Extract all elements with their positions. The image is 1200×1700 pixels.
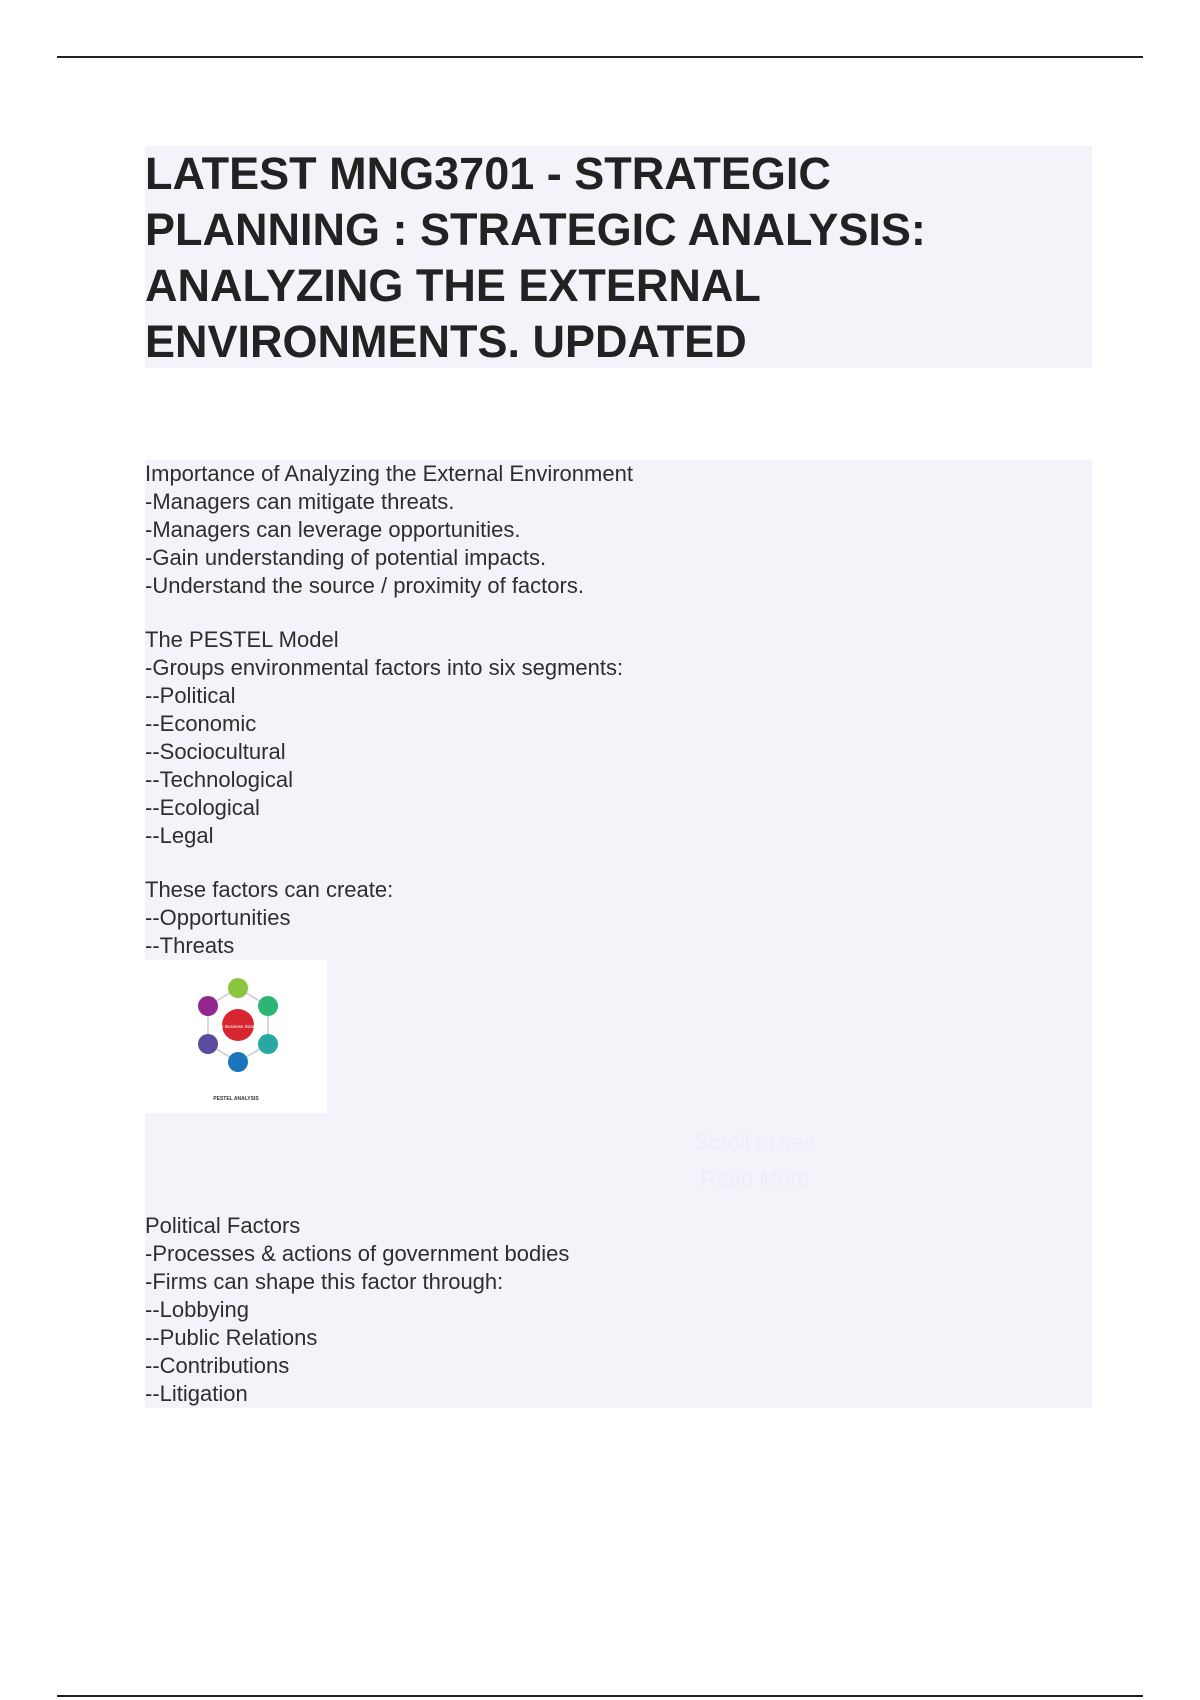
section-heading: The PESTEL Model: [145, 627, 339, 652]
section-heading: These factors can create:: [145, 877, 394, 902]
diagram-center-label: Your Business Strategy: [214, 1024, 262, 1029]
pestel-diagram: [145, 960, 327, 1113]
list-item: -Firms can shape this factor through:: [145, 1269, 504, 1294]
diagram-node-political: [228, 978, 248, 998]
watermark-line: Scroll to see: [694, 1130, 816, 1155]
list-item: -Gain understanding of potential impacts.: [145, 545, 547, 570]
list-item: --Sociocultural: [145, 739, 286, 764]
diagram-node-social: [258, 1034, 278, 1054]
list-item: --Economic: [145, 711, 257, 736]
pestel-diagram-image: [145, 960, 327, 1113]
list-item: --Public Relations: [145, 1325, 318, 1350]
section-heading: Political Factors: [145, 1213, 301, 1238]
list-item: --Ecological: [145, 795, 260, 820]
list-item: -Groups environmental factors into six segments:: [145, 655, 624, 680]
top-rule: [57, 56, 1143, 58]
diagram-caption: PESTEL ANALYSIS: [213, 1096, 259, 1102]
list-item: --Lobbying: [145, 1297, 249, 1322]
watermark-line: Read More: [700, 1166, 810, 1191]
section-importance: [145, 460, 1045, 600]
title-block: [145, 146, 1092, 368]
list-item: -Processes & actions of government bodies: [145, 1241, 570, 1266]
diagram-node-legal: [198, 996, 218, 1016]
section-political-factors: [145, 1212, 1045, 1408]
list-item: -Managers can mitigate threats.: [145, 489, 455, 514]
section-factors-create: [145, 876, 1045, 960]
list-item: --Technological: [145, 767, 293, 792]
list-item: --Litigation: [145, 1381, 248, 1406]
bottom-rule: [57, 1695, 1143, 1697]
diagram-node-technological: [228, 1052, 248, 1072]
list-item: --Opportunities: [145, 905, 291, 930]
diagram-node-environmental: [198, 1034, 218, 1054]
list-item: -Understand the source / proximity of factors.: [145, 573, 584, 598]
list-item: --Threats: [145, 933, 235, 958]
document-title: LATEST MNG3701 - STRATEGIC PLANNING : STRATEGIC ANALYSIS: ANALYZING THE EXTERNAL ENVIRONMENTS. UPDATED: [145, 148, 926, 367]
section-heading: Importance of Analyzing the External Environment: [145, 461, 633, 486]
list-item: --Contributions: [145, 1353, 290, 1378]
list-item: --Legal: [145, 823, 214, 848]
section-pestel-model: [145, 626, 1045, 850]
document-body: [145, 460, 1092, 1408]
list-item: --Political: [145, 683, 236, 708]
diagram-node-economic: [258, 996, 278, 1016]
list-item: -Managers can leverage opportunities.: [145, 517, 521, 542]
preview-watermark: [545, 1125, 965, 1197]
